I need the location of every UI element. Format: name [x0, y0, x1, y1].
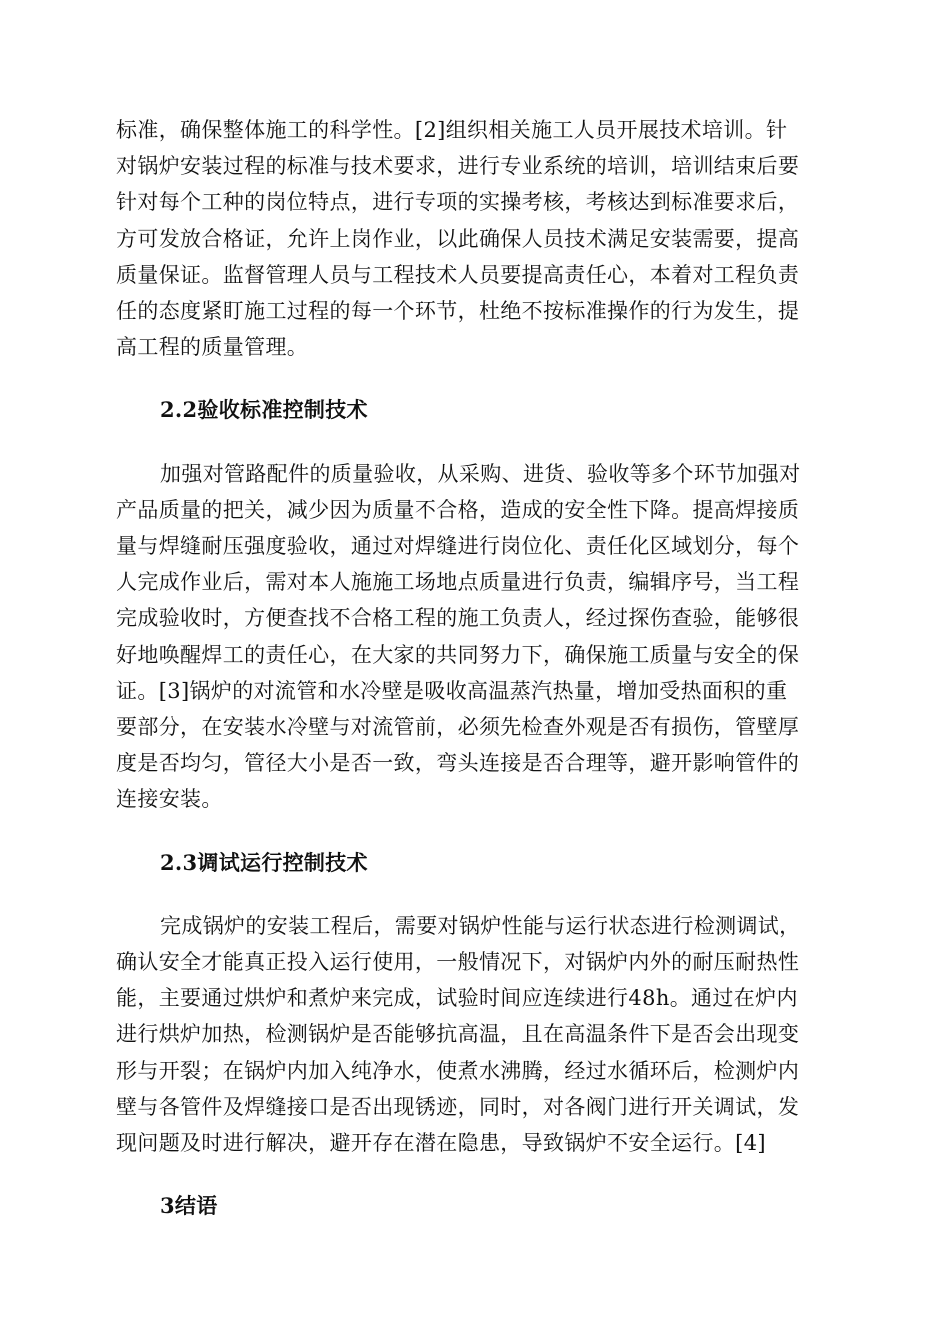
text-line: 质量保证。监督管理人员与工程技术人员要提高责任心，本着对工程负责: [116, 262, 800, 287]
text-line: 壁与各管件及焊缝接口是否出现锈迹，同时，对各阀门进行开关调试，发: [116, 1094, 800, 1119]
text-line: 针对每个工种的岗位特点，进行专项的实操考核，考核达到标准要求后，: [116, 190, 800, 215]
text-line: 量与焊缝耐压强度验收，通过对焊缝进行岗位化、责任化区域划分，每个: [116, 534, 800, 559]
text-line: 任的态度紧盯施工过程的每一个环节，杜绝不按标准操作的行为发生，提: [116, 299, 800, 324]
text-line: 加强对管路配件的质量验收，从采购、进货、验收等多个环节加强对: [160, 461, 801, 486]
text-line: 标准，确保整体施工的科学性。[2]组织相关施工人员开展技术培训。针: [116, 118, 788, 142]
paragraph-acceptance: [116, 456, 836, 818]
text-line: 完成锅炉的安装工程后，需要对锅炉性能与运行状态进行检测调试，: [160, 913, 801, 938]
text-line: 形与开裂；在锅炉内加入纯净水，使煮水沸腾，经过水循环后，检测炉内: [116, 1058, 800, 1083]
section-heading-2-2: 2.2验收标准控制技术: [160, 397, 368, 423]
text-line: 度是否均匀，管径大小是否一致，弯头连接是否合理等，避开影响管件的: [116, 751, 800, 776]
text-line: 现问题及时进行解决，避开存在潜在隐患，导致锅炉不安全运行。[4]: [116, 1131, 766, 1156]
text-line: 要部分，在安装水冷壁与对流管前，必须先检查外观是否有损伤，管壁厚: [116, 715, 800, 740]
text-line: 产品质量的把关，减少因为质量不合格，造成的安全性下降。提高焊接质: [116, 497, 800, 522]
text-line: 证。[3]锅炉的对流管和水冷壁是吸收高温蒸汽热量，增加受热面积的重: [116, 678, 788, 703]
text-line: 确认安全才能真正投入运行使用，一般情况下，对锅炉内外的耐压耐热性: [116, 950, 800, 975]
text-line: 能，主要通过烘炉和煮炉来完成，试验时间应连续进行48h。通过在炉内: [116, 986, 798, 1011]
paragraph-training: [116, 112, 836, 365]
text-line: 对锅炉安装过程的标准与技术要求，进行专业系统的培训，培训结束后要: [116, 154, 800, 179]
text-line: 高工程的质量管理。: [116, 335, 309, 360]
text-line: 完成验收时，方便查找不合格工程的施工负责人，经过探伤查验，能够很: [116, 606, 800, 631]
text-line: 进行烘炉加热，检测锅炉是否能够抗高温，且在高温条件下是否会出现变: [116, 1022, 800, 1047]
text-line: 人完成作业后，需对本人施施工场地点质量进行负责，编辑序号，当工程: [116, 570, 800, 595]
document-page: [116, 112, 836, 1224]
text-line: 好地唤醒焊工的责任心，在大家的共同努力下，确保施工质量与安全的保: [116, 642, 800, 667]
text-line: 方可发放合格证，允许上岗作业，以此确保人员技术满足安装需要，提高: [116, 226, 800, 251]
text-line: 连接安装。: [116, 787, 223, 812]
section-heading-2-3: 2.3调试运行控制技术: [160, 849, 368, 875]
section-heading-3: 3结语: [160, 1193, 218, 1219]
paragraph-commissioning: [116, 908, 836, 1161]
